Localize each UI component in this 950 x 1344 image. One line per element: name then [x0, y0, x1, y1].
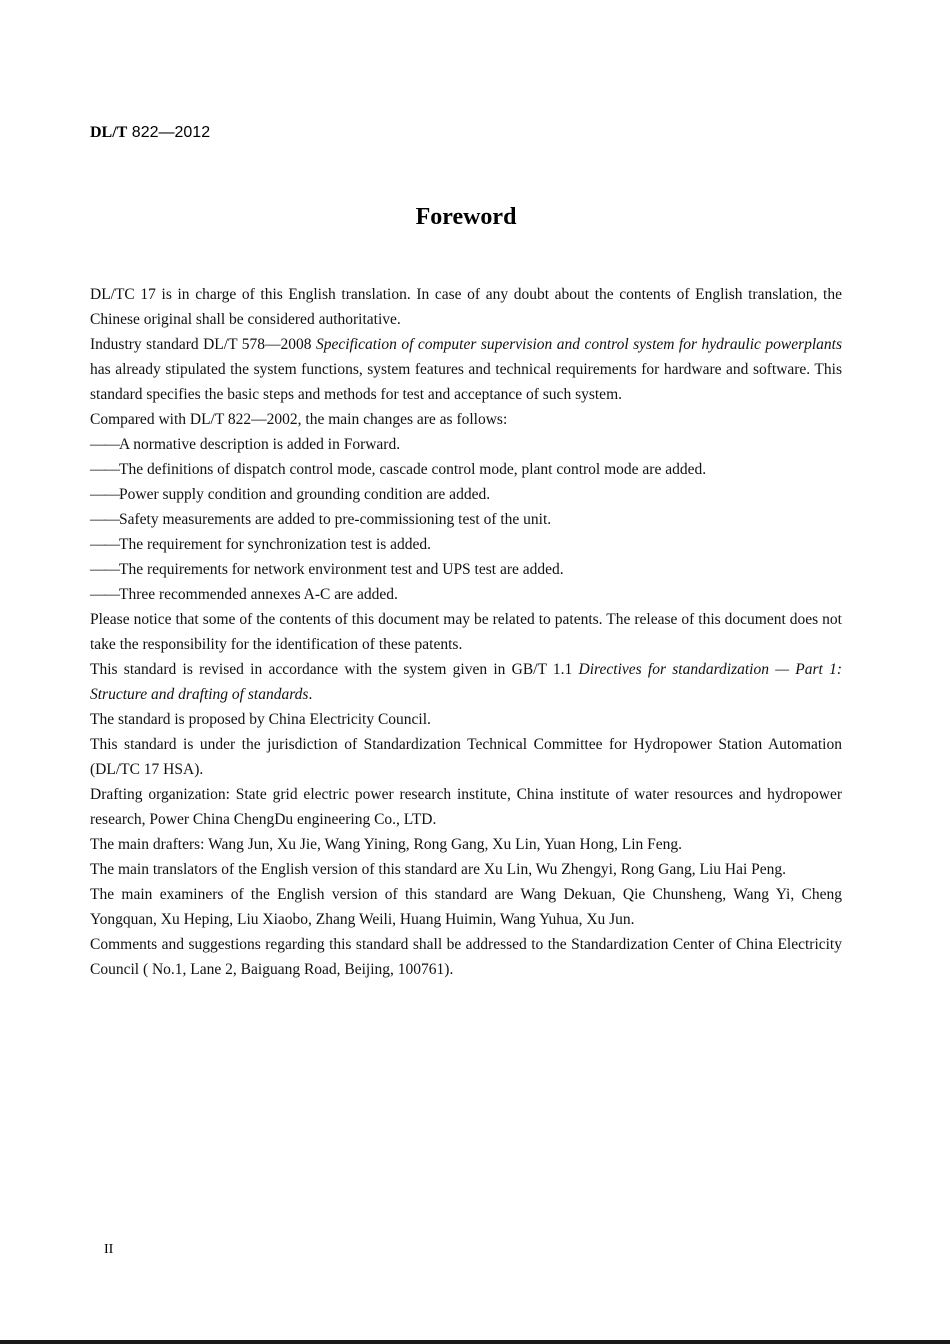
- paragraph-proposer: The standard is proposed by China Electricity Council.: [90, 711, 431, 728]
- referenced-standard-title: Specification of computer supervision and control system for hydraulic powerplants: [315, 336, 842, 353]
- paragraph-text: Industry standard DL/T 578—2008: [90, 336, 316, 353]
- change-item: [90, 507, 842, 532]
- change-text: A normative description is added in Forward.: [119, 436, 401, 453]
- paragraph-drafters: The main drafters: Wang Jun, Xu Jie, Wang Yining, Rong Gang, Xu Lin, Yuan Hong, Lin Feng.: [90, 836, 683, 853]
- paragraph-comments: Comments and suggestions regarding this standard shall be addressed to the Standardization Center of China Electricity Council ( No.1, Lane 2, Baiguang Road, Beijing, 100761).: [90, 936, 842, 978]
- paragraph-text: has already stipulated the system functions, system features and technical requirements for hardware and software. This standard specifies the basic steps and methods for test and acceptance of such system.: [90, 361, 842, 403]
- paragraph-revision: [90, 657, 842, 707]
- standard-number: 822—2012: [131, 124, 211, 141]
- change-text: Three recommended annexes A-C are added.: [119, 586, 398, 603]
- change-text: Safety measurements are added to pre-commissioning test of the unit.: [119, 511, 552, 528]
- em-dash: ——: [90, 461, 119, 478]
- page-number: II: [104, 1242, 114, 1257]
- paragraph-industry-standard: [90, 332, 842, 407]
- em-dash: ——: [90, 536, 119, 553]
- standard-code: DL/T: [90, 124, 128, 141]
- page-bottom-border: [0, 1340, 950, 1344]
- change-item: [90, 457, 842, 482]
- em-dash: ——: [90, 586, 119, 603]
- em-dash: ——: [90, 436, 119, 453]
- paragraph-translation-note: DL/TC 17 is in charge of this English translation. In case of any doubt about the contents of English translation, the Chinese original shall be considered authoritative.: [90, 286, 842, 328]
- paragraph-drafting-organization: Drafting organization: State grid electric power research institute, China institute of water resources and hydropower research, Power China ChengDu engineering Co., LTD.: [90, 786, 842, 828]
- paragraph-text: This standard is revised in accordance with the system given in GB/T 1.1: [90, 661, 579, 678]
- paragraph-jurisdiction: This standard is under the jurisdiction of Standardization Technical Committee for Hydropower Station Automation (DL/TC 17 HSA).: [90, 736, 842, 778]
- paragraph-text: .: [308, 686, 313, 703]
- page-title: Foreword: [415, 204, 517, 230]
- paragraph-examiners: The main examiners of the English version of this standard are Wang Dekuan, Qie Chunsheng, Wang Yi, Cheng Yongquan, Xu Heping, Liu Xiaobo, Zhang Weili, Huang Huimin, Wang Yuhua, Xu Jun.: [90, 886, 842, 928]
- change-text: Power supply condition and grounding condition are added.: [119, 486, 491, 503]
- change-text: The requirement for synchronization test is added.: [119, 536, 432, 553]
- paragraph-patents: Please notice that some of the contents of this document may be related to patents. The release of this document does not take the responsibility for the identification of these patents.: [90, 611, 842, 653]
- change-item: [90, 432, 842, 457]
- change-item: [90, 557, 842, 582]
- change-text: The requirements for network environment test and UPS test are added.: [119, 561, 564, 578]
- referenced-standard-title: Directives for standardization — Part 1: Structure and drafting of standards: [90, 661, 842, 703]
- change-item: [90, 532, 842, 557]
- paragraph-translators: The main translators of the English version of this standard are Xu Lin, Wu Zhengyi, Rong Gang, Liu Hai Peng.: [90, 861, 787, 878]
- paragraph-changes-intro: Compared with DL/T 822—2002, the main changes are as follows:: [90, 411, 508, 428]
- foreword-body: [90, 282, 842, 982]
- change-item: [90, 482, 842, 507]
- em-dash: ——: [90, 486, 119, 503]
- change-item: [90, 582, 842, 607]
- document-header: [90, 124, 210, 142]
- em-dash: ——: [90, 511, 119, 528]
- em-dash: ——: [90, 561, 119, 578]
- change-text: The definitions of dispatch control mode, cascade control mode, plant control mode are added.: [119, 461, 707, 478]
